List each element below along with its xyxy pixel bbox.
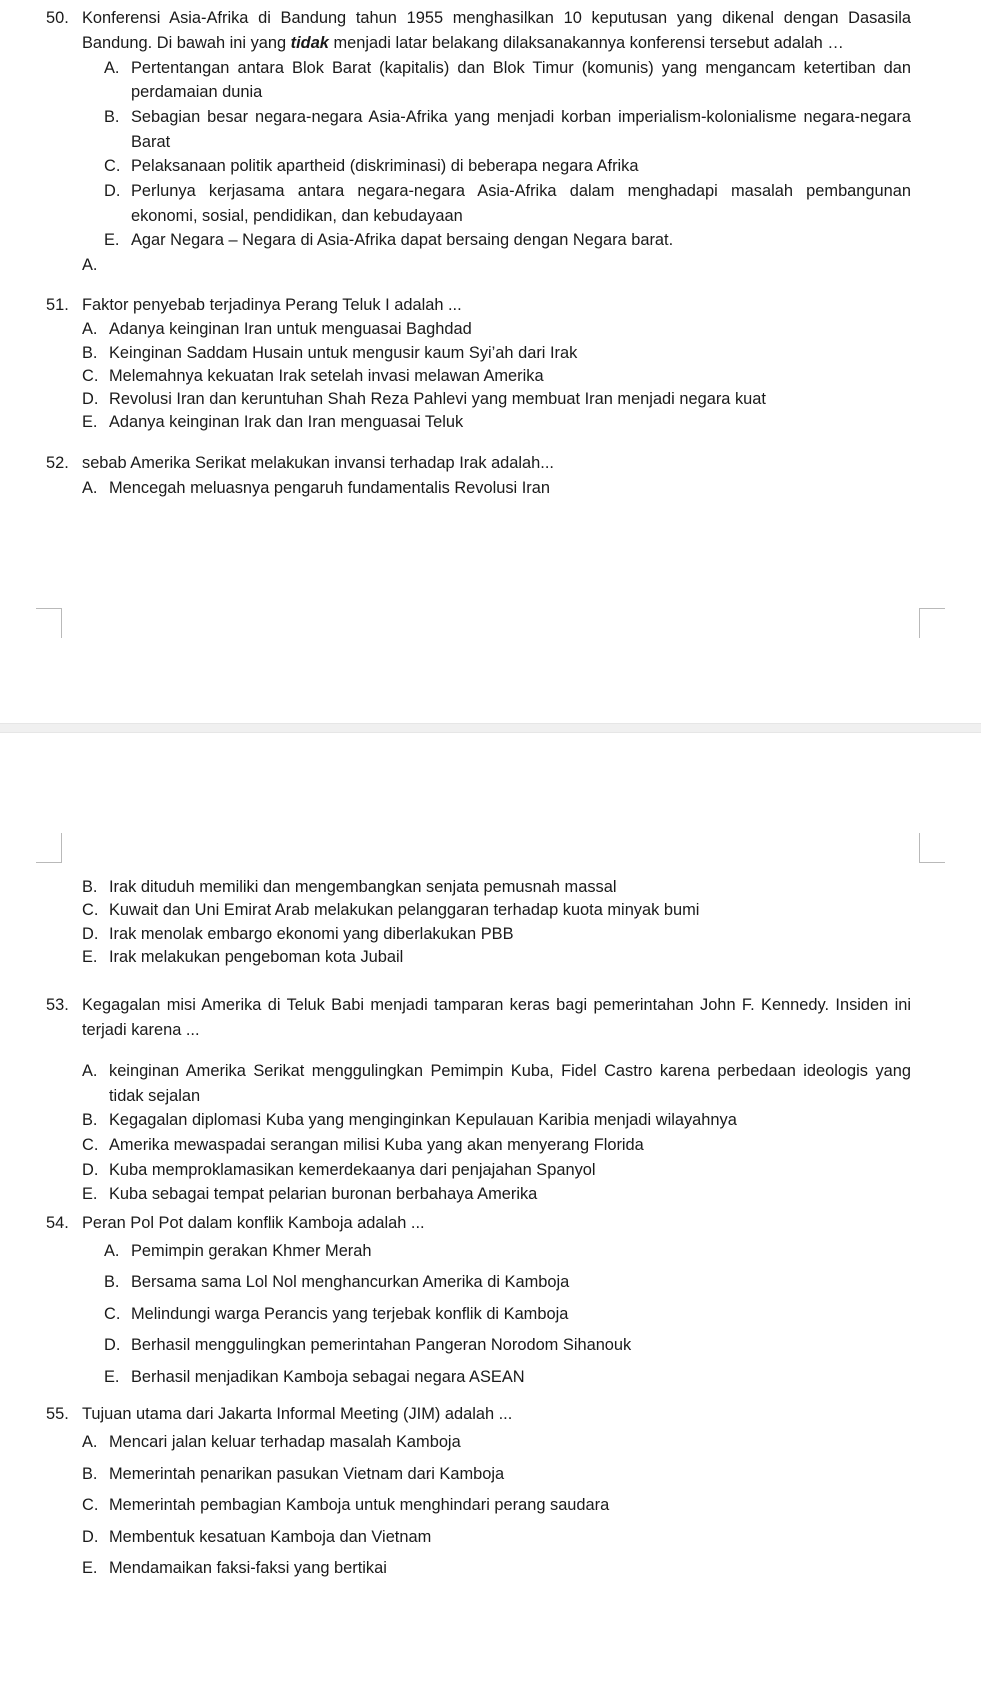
option-letter: A. (82, 478, 98, 497)
option-letter: E. (82, 1185, 98, 1204)
option-label: Perlunya kerjasama antara negara-negara Asia-Afrika dalam menghadapi masalah pembangunan ekonomi, sosial, pendidikan, dan kebudayaan (131, 181, 911, 225)
option-letter: D. (82, 924, 99, 943)
option-label: Kuwait dan Uni Emirat Arab melakukan pelanggaran terhadap kuota minyak bumi (109, 901, 700, 920)
question-text-part-1: Konferensi Asia-Afrika di Bandung tahun 1955 menghasilkan 10 keputusan yang dikenal dengan Dasasila Bandung. Di bawah ini yang (82, 9, 911, 52)
question-number: 51. (46, 296, 69, 315)
option-54-a[interactable] (104, 1236, 911, 1268)
option-50-d[interactable] (104, 179, 911, 228)
option-51-e[interactable] (82, 411, 911, 434)
option-letter: A. (82, 255, 98, 274)
option-label: Sebagian besar negara-negara Asia-Afrika yang menjadi korban imperialism-kolonialisme negara-negara Barat (131, 108, 911, 151)
question-52 (46, 451, 911, 476)
options-52-continued (46, 876, 911, 969)
option-letter: D. (104, 181, 121, 200)
option-50-c[interactable] (104, 154, 911, 179)
option-51-a[interactable] (82, 318, 911, 341)
option-label: Irak melakukan pengeboman kota Jubail (109, 947, 404, 966)
option-letter: E. (82, 947, 98, 966)
option-label: Pelaksanaan politik apartheid (diskriminasi) di beberapa negara Afrika (131, 157, 639, 176)
question-51 (46, 293, 911, 318)
option-letter: E. (104, 231, 120, 250)
option-letter: A. (104, 58, 120, 77)
option-50-a[interactable] (104, 56, 911, 105)
option-letter: B. (104, 1273, 120, 1292)
option-letter: C. (82, 366, 99, 385)
option-letter: D. (82, 1527, 99, 1546)
option-letter: A. (82, 1062, 98, 1081)
option-letter: D. (82, 1160, 99, 1179)
option-55-b[interactable] (82, 1459, 911, 1491)
option-letter: A. (82, 1433, 98, 1452)
option-label: keinginan Amerika Serikat menggulingkan Pemimpin Kuba, Fidel Castro karena perbedaan ideologis yang tidak sejalan (109, 1062, 911, 1105)
option-label: Kuba sebagai tempat pelarian buronan berbahaya Amerika (109, 1185, 538, 1204)
spacer (46, 1393, 911, 1402)
question-54 (46, 1211, 911, 1236)
page-separator (0, 723, 981, 733)
option-label: Bersama sama Lol Nol menghancurkan Amerika di Kamboja (131, 1273, 570, 1292)
option-label: Melemahnya kekuatan Irak setelah invasi melawan Amerika (109, 366, 544, 385)
option-label: Memerintah penarikan pasukan Vietnam dari Kamboja (109, 1464, 505, 1483)
question-number: 54. (46, 1213, 69, 1232)
option-label: Agar Negara – Negara di Asia-Afrika dapat bersaing dengan Negara barat. (131, 231, 674, 250)
option-letter: C. (82, 1135, 99, 1154)
page-1 (0, 0, 981, 723)
option-53-e[interactable] (82, 1182, 911, 1207)
option-51-c[interactable] (82, 365, 911, 388)
option-label: Berhasil menggulingkan pemerintahan Pangeran Norodom Sihanouk (131, 1336, 632, 1355)
option-53-b[interactable] (82, 1108, 911, 1133)
crop-mark-top-right (919, 833, 945, 863)
option-54-c[interactable] (104, 1299, 911, 1331)
option-label: Mendamaikan faksi-faksi yang bertikai (109, 1559, 387, 1578)
option-label: Kuba memproklamasikan kemerdekaanya dari penjajahan Spanyol (109, 1160, 596, 1179)
option-label: Membentuk kesatuan Kamboja dan Vietnam (109, 1527, 432, 1546)
option-label: Memerintah pembagian Kamboja untuk menghindari perang saudara (109, 1496, 610, 1515)
option-label: Pemimpin gerakan Khmer Merah (131, 1241, 372, 1260)
option-letter: B. (82, 1464, 98, 1483)
option-53-a[interactable] (82, 1059, 911, 1108)
option-52-a[interactable] (82, 476, 911, 501)
options-54 (46, 1236, 911, 1394)
question-text: Tujuan utama dari Jakarta Informal Meeting (JIM) adalah ... (82, 1405, 513, 1424)
option-letter: A. (82, 320, 98, 339)
question-53 (46, 993, 911, 1043)
crop-mark-bottom-right (919, 608, 945, 638)
option-50-e[interactable] (104, 228, 911, 253)
question-text (82, 6, 911, 56)
option-54-e[interactable] (104, 1362, 911, 1394)
option-51-d[interactable] (82, 388, 911, 411)
option-55-a[interactable] (82, 1427, 911, 1459)
option-50-b[interactable] (104, 105, 911, 154)
option-55-e[interactable] (82, 1553, 911, 1585)
question-number: 53. (46, 996, 69, 1015)
question-text: Kegagalan misi Amerika di Teluk Babi menjadi tamparan keras bagi pemerintahan John F. Kennedy. Insiden ini terjadi karena ... (82, 996, 911, 1040)
page-2-top-margin (46, 733, 911, 876)
option-54-d[interactable] (104, 1330, 911, 1362)
options-55 (46, 1427, 911, 1585)
option-53-c[interactable] (82, 1133, 911, 1158)
option-letter: B. (82, 1111, 98, 1130)
option-letter: C. (104, 1304, 121, 1323)
option-letter: B. (104, 108, 120, 127)
page-2 (0, 733, 981, 1686)
crop-mark-bottom-left (36, 608, 62, 638)
option-label: Keinginan Saddam Husain untuk mengusir kaum Syi’ah dari Irak (109, 343, 578, 362)
option-55-c[interactable] (82, 1490, 911, 1522)
option-letter: D. (82, 390, 99, 409)
question-text-part-2: menjadi latar belakang dilaksanakannya konferensi tersebut adalah … (328, 33, 844, 52)
option-letter: E. (104, 1367, 120, 1386)
question-text: Faktor penyebab terjadinya Perang Teluk I adalah ... (82, 296, 462, 315)
spacer (46, 1043, 911, 1059)
question-number: 50. (46, 9, 69, 27)
question-50 (46, 6, 911, 56)
orphan-option-letter-a[interactable] (82, 253, 911, 278)
option-54-b[interactable] (104, 1267, 911, 1299)
spacer (46, 969, 911, 993)
options-51 (46, 318, 911, 434)
option-letter: C. (82, 1496, 99, 1515)
option-letter: C. (104, 157, 121, 176)
option-label: Mencegah meluasnya pengaruh fundamentalis Revolusi Iran (109, 478, 550, 497)
question-number: 55. (46, 1405, 69, 1424)
emphasis-tidak: tidak (290, 33, 329, 52)
option-51-b[interactable] (82, 342, 911, 365)
option-52-e[interactable] (82, 946, 911, 969)
question-text: Peran Pol Pot dalam konflik Kamboja adalah ... (82, 1213, 425, 1232)
option-letter: E. (82, 413, 98, 432)
option-letter: B. (82, 878, 98, 896)
option-55-d[interactable] (82, 1522, 911, 1554)
option-letter: E. (82, 1559, 98, 1578)
spacer (46, 435, 911, 451)
option-label: Pertentangan antara Blok Barat (kapitalis) dan Blok Timur (komunis) yang mengancam ketertiban dan perdamaian dunia (131, 58, 911, 102)
option-label: Kegagalan diplomasi Kuba yang menginginkan Kepulauan Karibia menjadi wilayahnya (109, 1111, 737, 1130)
option-label: Irak dituduh memiliki dan mengembangkan senjata pemusnah massal (109, 878, 617, 896)
option-label: Melindungi warga Perancis yang terjebak konflik di Kamboja (131, 1304, 569, 1323)
question-55 (46, 1402, 911, 1427)
option-label: Adanya keinginan Irak dan Iran menguasai Teluk (109, 413, 464, 432)
option-letter: D. (104, 1336, 121, 1355)
option-letter: C. (82, 901, 99, 920)
spacer (46, 277, 911, 293)
option-letter: B. (82, 343, 98, 362)
question-text: sebab Amerika Serikat melakukan invansi terhadap Irak adalah... (82, 453, 554, 472)
option-letter: A. (104, 1241, 120, 1260)
option-52-d[interactable] (82, 923, 911, 946)
option-label: Amerika mewaspadai serangan milisi Kuba yang akan menyerang Florida (109, 1135, 644, 1154)
option-52-b[interactable] (82, 876, 911, 899)
option-label: Irak menolak embargo ekonomi yang diberlakukan PBB (109, 924, 514, 943)
option-label: Revolusi Iran dan keruntuhan Shah Reza Pahlevi yang membuat Iran menjadi negara kuat (109, 390, 766, 409)
option-52-c[interactable] (82, 899, 911, 922)
question-number: 52. (46, 453, 69, 472)
option-label: Mencari jalan keluar terhadap masalah Kamboja (109, 1433, 461, 1452)
option-label: Berhasil menjadikan Kamboja sebagai negara ASEAN (131, 1367, 525, 1386)
option-label: Adanya keinginan Iran untuk menguasai Baghdad (109, 320, 472, 339)
option-53-d[interactable] (82, 1158, 911, 1183)
